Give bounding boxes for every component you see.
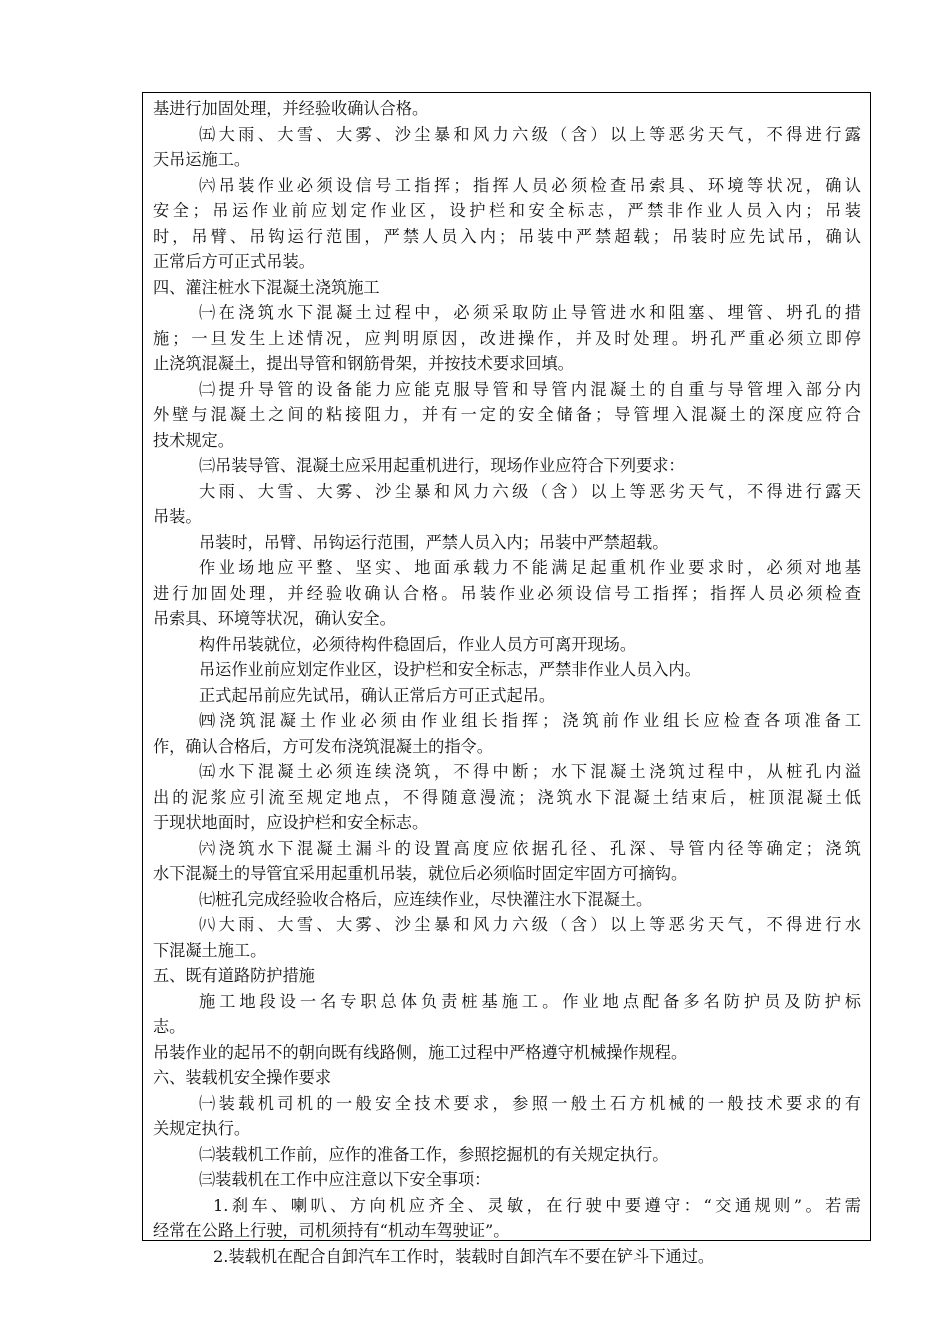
- text-line: 作，确认合格后，方可发布浇筑混凝土的指令。: [153, 736, 493, 756]
- text-line: 施工地段设一名专职总体负责桩基施工。作业地点配备多名防护员及防护标: [199, 991, 861, 1011]
- text-line: ㈠在浇筑水下混凝土过程中，必须采取防止导管进水和阻塞、埋管、坍孔的措: [199, 303, 861, 322]
- text-line: 吊索具、环境等状况，确认安全。: [153, 609, 396, 628]
- text-line: ㈡提升导管的设备能力应能克服导管和导管内混凝土的自重与导管埋入部分内: [199, 379, 861, 399]
- text-line: 2.装载机在配合自卸汽车工作时，装载时自卸汽车不要在铲斗下通过。: [213, 1246, 715, 1266]
- text-line: 1.刹车、喇叭、方向机应齐全、灵敏，在行驶中要遵守：“交通规则”。若需: [213, 1195, 861, 1215]
- text-line: ㈢装载机在工作中应注意以下安全事项：: [199, 1170, 491, 1189]
- text-line: 进行加固处理，并经验收确认合格。吊装作业必须设信号工指挥；指挥人员必须检查: [153, 583, 861, 603]
- text-line: ㈧大雨、大雪、大雾、沙尘暴和风力六级（含）以上等恶劣天气，不得进行水: [199, 915, 861, 934]
- text-line: 下混凝土施工。: [153, 940, 267, 960]
- text-line: 时，吊臂、吊钩运行范围，严禁人员入内；吊装中严禁超载；吊装时应先试吊，确认: [153, 226, 861, 246]
- text-line: 水下混凝土的导管宜采用起重机吊装，就位后必须临时固定牢固方可摘钩。: [153, 864, 688, 883]
- text-line: 天吊运施工。: [153, 150, 251, 169]
- text-line: 正式起吊前应先试吊，确认正常后方可正式起吊。: [199, 685, 556, 705]
- text-line: ㈠装载机司机的一般安全技术要求，参照一般土石方机械的一般技术要求的有: [199, 1093, 861, 1113]
- text-line: 正常后方可正式吊装。: [153, 252, 315, 271]
- text-line: ㈣浇筑混凝土作业必须由作业组长指挥；浇筑前作业组长应检查各项准备工: [199, 711, 861, 730]
- text-line: 施；一旦发生上述情况，应判明原因，改进操作，并及时处理。坍孔严重必须立即停: [153, 328, 861, 348]
- text-line: ㈢吊装导管、混凝土应采用起重机进行，现场作业应符合下列要求：: [199, 456, 685, 475]
- text-line: 安全；吊运作业前应划定作业区，设护栏和安全标志，严禁非作业人员入内；吊装: [153, 201, 861, 220]
- text-line: 吊运作业前应划定作业区，设护栏和安全标志，严禁非作业人员入内。: [199, 660, 701, 679]
- text-line: 吊装。: [153, 507, 202, 526]
- text-line: 技术规定。: [153, 430, 234, 450]
- text-line: ㈥吊装作业必须设信号工指挥；指挥人员必须检查吊索具、环境等状况，确认: [199, 175, 861, 195]
- text-line: 大雨、大雪、大雾、沙尘暴和风力六级（含）以上等恶劣天气，不得进行露天: [199, 481, 861, 501]
- document-body: [142, 92, 871, 1266]
- text-line: 五、既有道路防护措施: [153, 966, 315, 985]
- text-line: 四、灌注桩水下混凝土浇筑施工: [153, 277, 380, 297]
- text-line: 吊装作业的起吊不的朝向既有线路侧，施工过程中严格遵守机械操作规程。: [153, 1042, 688, 1062]
- text-line: 出的泥浆应引流至规定地点，不得随意漫流；浇筑水下混凝土结束后，桩顶混凝土低: [153, 787, 861, 807]
- text-line: 经常在公路上行驶，司机须持有“机动车驾驶证”。: [153, 1221, 510, 1240]
- text-line: 基进行加固处理，并经验收确认合格。: [153, 99, 429, 118]
- text-line: ㈥浇筑水下混凝土漏斗的设置高度应依据孔径、孔深、导管内径等确定；浇筑: [199, 838, 861, 858]
- text-line: 六、装载机安全操作要求: [153, 1068, 332, 1087]
- text-line: 止浇筑混凝土，提出导管和钢筋骨架，并按技术要求回填。: [153, 354, 574, 373]
- text-line: 关规定执行。: [153, 1119, 251, 1138]
- text-line: 作业场地应平整、坚实、地面承载力不能满足起重机作业要求时，必须对地基: [199, 558, 861, 577]
- text-line: 外壁与混凝土之间的粘接阻力，并有一定的安全储备；导管埋入混凝土的深度应符合: [153, 405, 861, 424]
- text-line: 构件吊装就位，必须待构件稳固后，作业人员方可离开现场。: [199, 634, 637, 654]
- text-line: 吊装时，吊臂、吊钩运行范围，严禁人员入内；吊装中严禁超载。: [199, 532, 669, 552]
- text-line: ㈡装载机工作前，应作的准备工作，参照挖掘机的有关规定执行。: [199, 1144, 669, 1164]
- text-line: ㈦桩孔完成经验收合格后，应连续作业，尽快灌注水下混凝土。: [199, 889, 653, 909]
- text-line: ㈤水下混凝土必须连续浇筑，不得中断；水下混凝土浇筑过程中，从桩孔内溢: [199, 762, 861, 781]
- text-line: ㈤大雨、大雪、大雾、沙尘暴和风力六级（含）以上等恶劣天气，不得进行露: [199, 124, 861, 144]
- text-line: 于现状地面时，应设护栏和安全标志。: [153, 813, 429, 832]
- text-line: 志。: [153, 1017, 186, 1036]
